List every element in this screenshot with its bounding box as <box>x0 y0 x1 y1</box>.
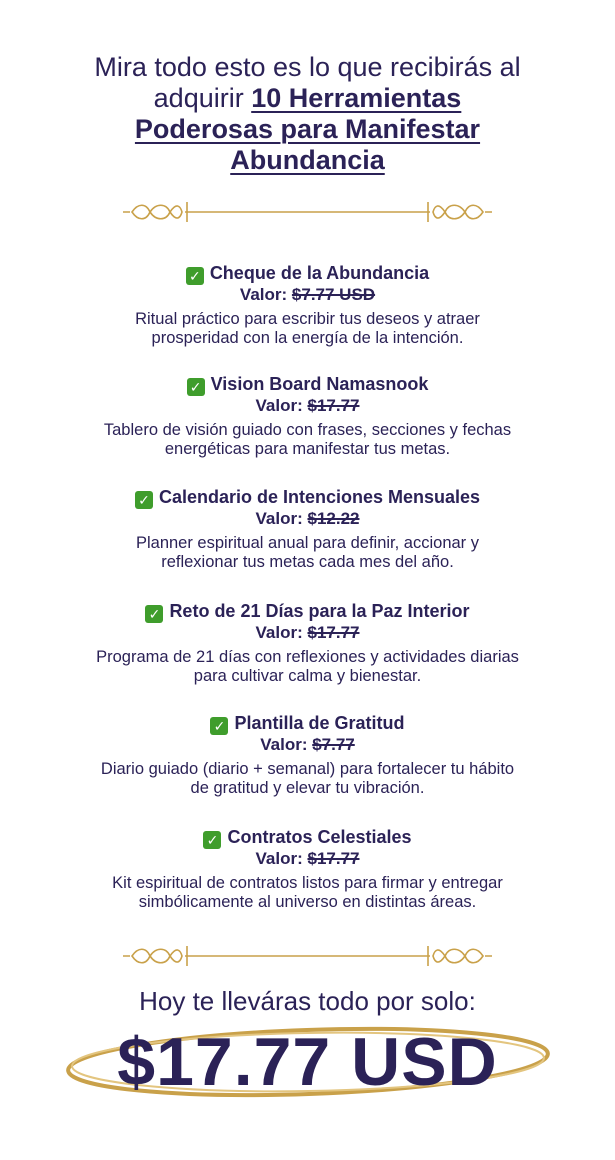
headline-line-2 <box>0 83 615 114</box>
item-value: Valor: $17.77 <box>255 623 360 642</box>
headline-highlight-2: Poderosas para Manifestar <box>134 114 481 144</box>
item-value: Valor: $17.77 <box>255 849 360 868</box>
item-title: ✓ Contratos Celestiales <box>20 826 595 849</box>
product-item-4 <box>20 600 595 686</box>
check-mark-icon: ✓ <box>135 491 153 509</box>
ornament-divider-top <box>120 199 495 225</box>
item-title: ✓ Plantilla de Gratitud <box>20 712 595 735</box>
item-value: Valor: $7.77 <box>260 735 355 754</box>
item-price-struck: $12.22 <box>307 509 360 528</box>
item-description: Ritual práctico para escribir tus deseos y atraer prosperidad con la energía de la intención. <box>135 310 480 347</box>
item-price-struck: $17.77 <box>307 396 360 415</box>
product-item-5 <box>20 712 595 798</box>
check-mark-icon: ✓ <box>145 605 163 623</box>
check-mark-icon: ✓ <box>186 267 204 285</box>
item-description: Diario guiado (diario + semanal) para fortalecer tu hábito de gratitud y elevar tu vibración. <box>100 760 515 797</box>
item-value: Valor: $12.22 <box>255 509 360 528</box>
item-title: ✓ Calendario de Intenciones Mensuales <box>20 486 595 509</box>
product-item-2 <box>20 373 595 459</box>
headline-plain: adquirir <box>153 83 252 113</box>
product-item-3 <box>20 486 595 572</box>
item-description: Planner espiritual anual para definir, accionar y reflexionar tus metas cada mes del año. <box>135 534 480 571</box>
item-price-struck: $7.77 USD <box>291 285 376 304</box>
item-price-struck: $17.77 <box>307 849 360 868</box>
item-description: Programa de 21 días con reflexiones y actividades diarias para cultivar calma y bienestar. <box>96 648 519 685</box>
headline-line-1: Mira todo esto es lo que recibirás al <box>94 52 521 82</box>
product-item-6 <box>20 826 595 912</box>
item-title: ✓ Cheque de la Abundancia <box>20 262 595 285</box>
headline-highlight-1: 10 Herramientas <box>251 83 462 113</box>
headline-highlight-3: Abundancia <box>230 145 385 175</box>
item-title: ✓ Vision Board Namasnook <box>20 373 595 396</box>
item-title: ✓ Reto de 21 Días para la Paz Interior <box>20 600 595 623</box>
ornament-divider-bottom <box>120 943 495 969</box>
headline <box>0 52 615 176</box>
check-mark-icon: ✓ <box>187 378 205 396</box>
final-price: $17.77 USD <box>117 1024 498 1100</box>
item-description: Kit espiritual de contratos listos para firmar y entregar simbólicamente al universo en distintas áreas. <box>112 874 503 911</box>
product-item-1 <box>20 262 595 348</box>
item-value: Valor: $17.77 <box>255 396 360 415</box>
item-price-struck: $7.77 <box>312 735 355 754</box>
item-value: Valor: $7.77 USD <box>239 285 376 304</box>
check-mark-icon: ✓ <box>210 717 228 735</box>
offer-text: Hoy te lleváras todo por solo: <box>139 986 476 1016</box>
item-price-struck: $17.77 <box>307 623 360 642</box>
item-description: Tablero de visión guiado con frases, secciones y fechas energéticas para manifestar tus metas. <box>103 421 512 458</box>
check-mark-icon: ✓ <box>203 831 221 849</box>
